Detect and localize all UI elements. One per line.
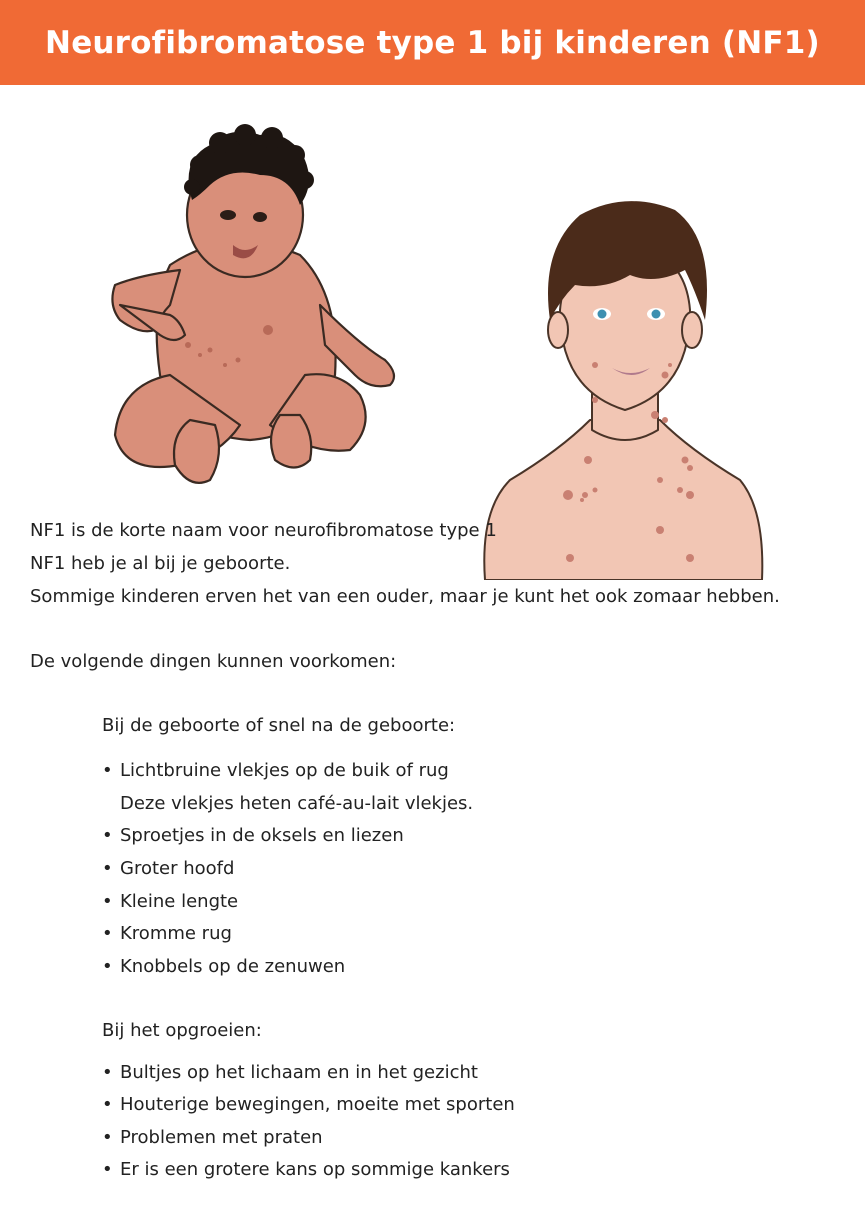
intro-line-2: NF1 heb je al bij je geboorte. <box>30 553 291 574</box>
bullet-icon: • <box>102 1094 113 1115</box>
list-item: • Houterige bewegingen, moeite met sporten <box>102 1094 515 1115</box>
baby-illustration <box>100 105 430 505</box>
lead-text: De volgende dingen kunnen voorkomen: <box>30 651 397 672</box>
page-header <box>0 0 865 85</box>
list-item: • Problemen met praten <box>102 1127 323 1148</box>
list-item: • Knobbels op de zenuwen <box>102 956 346 977</box>
list-item-continuation: Deze vlekjes heten café-au-lait vlekjes. <box>120 793 474 814</box>
section-birth-heading: Bij de geboorte of snel na de geboorte: <box>102 715 456 736</box>
child-illustration <box>480 190 770 580</box>
list-item: • Kleine lengte <box>102 891 239 912</box>
section-growing-heading: Bij het opgroeien: <box>102 1020 262 1041</box>
intro-line-1: NF1 is de korte naam voor neurofibromatose type 1 <box>30 520 497 541</box>
intro-line-3: Sommige kinderen erven het van een ouder, maar je kunt het ook zomaar hebben. <box>30 586 780 607</box>
bullet-icon: • <box>102 760 113 781</box>
list-item: • Er is een grotere kans op sommige kankers <box>102 1159 510 1180</box>
bullet-icon: • <box>102 923 113 944</box>
bullet-icon: • <box>102 956 113 977</box>
list-item: • Bultjes op het lichaam en in het gezicht <box>102 1062 478 1083</box>
bullet-icon: • <box>102 1127 113 1148</box>
list-item: • Sproetjes in de oksels en liezen <box>102 825 404 846</box>
list-item: • Kromme rug <box>102 923 232 944</box>
list-item: • Groter hoofd <box>102 858 235 879</box>
bullet-icon: • <box>102 1062 113 1083</box>
illustrations <box>0 85 865 495</box>
bullet-icon: • <box>102 825 113 846</box>
list-item: • Lichtbruine vlekjes op de buik of rug <box>102 760 449 781</box>
bullet-icon: • <box>102 1159 113 1180</box>
bullet-icon: • <box>102 858 113 879</box>
page-title: Neurofibromatose type 1 bij kinderen (NF1) <box>45 24 820 61</box>
bullet-icon: • <box>102 891 113 912</box>
